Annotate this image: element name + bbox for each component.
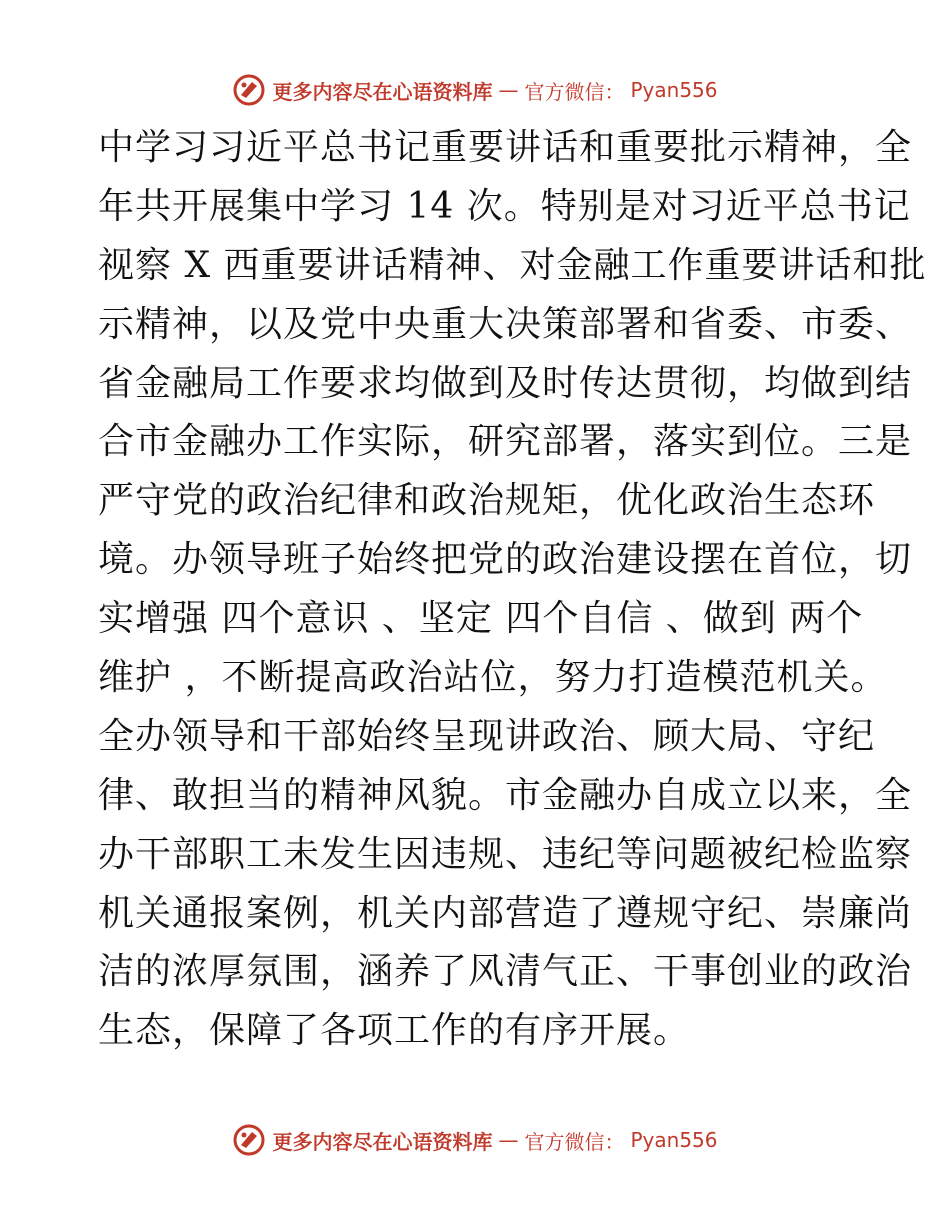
text-line: 生态，保障了各项工作的有序开展。 [98, 1010, 691, 1052]
text-line: 实增强 四个意识 、坚定 四个自信 、做到 两个 [98, 598, 864, 640]
text-line: 维护 ，不断提高政治站位，努力打造模范机关。 [98, 657, 888, 699]
watermark-wechat-id: Pyan556 [630, 78, 718, 102]
text-line: 视察 X 西重要讲话精神、对金融工作重要讲话和批 [98, 244, 927, 286]
brand-logo-icon [232, 73, 266, 107]
header-watermark [0, 70, 950, 110]
watermark-wechat-label: 官方微信： [524, 1129, 625, 1154]
document-body [98, 119, 927, 1061]
watermark-wechat-id: Pyan556 [630, 1128, 718, 1152]
text-line: 律、敢担当的精神风貌。市金融办自成立以来，全 [98, 774, 913, 816]
text-line: 严守党的政治纪律和政治规矩，优化政治生态环 [98, 480, 876, 522]
text-line: 省金融局工作要求均做到及时传达贯彻，均做到结 [98, 362, 913, 404]
text-line: 合市金融办工作实际，研究部署，落实到位。三是 [98, 421, 913, 463]
watermark-title: 更多内容尽在心语资料库 [272, 1129, 493, 1154]
brand-logo-icon [232, 1123, 266, 1157]
text-line: 机关通报案例，机关内部营造了遵规守纪、崇廉尚 [98, 892, 913, 934]
watermark-wechat-label: 官方微信： [524, 79, 625, 104]
text-line: 办干部职工未发生因违规、违纪等问题被纪检监察 [98, 833, 913, 875]
watermark-separator: — [498, 1128, 519, 1152]
text-line: 洁的浓厚氛围，涵养了风清气正、干事创业的政治 [98, 951, 913, 993]
footer-watermark [0, 1120, 950, 1160]
text-line: 境。办领导班子始终把党的政治建设摆在首位，切 [98, 539, 913, 581]
watermark-separator: — [498, 78, 519, 102]
text-line: 全办领导和干部始终呈现讲政治、顾大局、守纪 [98, 715, 876, 757]
text-line: 年共开展集中学习 14 次。特别是对习近平总书记 [98, 185, 911, 227]
text-line: 中学习习近平总书记重要讲话和重要批示精神，全 [98, 127, 913, 168]
text-line: 示精神，以及党中央重大决策部署和省委、市委、 [98, 303, 913, 345]
watermark-title: 更多内容尽在心语资料库 [272, 79, 493, 104]
